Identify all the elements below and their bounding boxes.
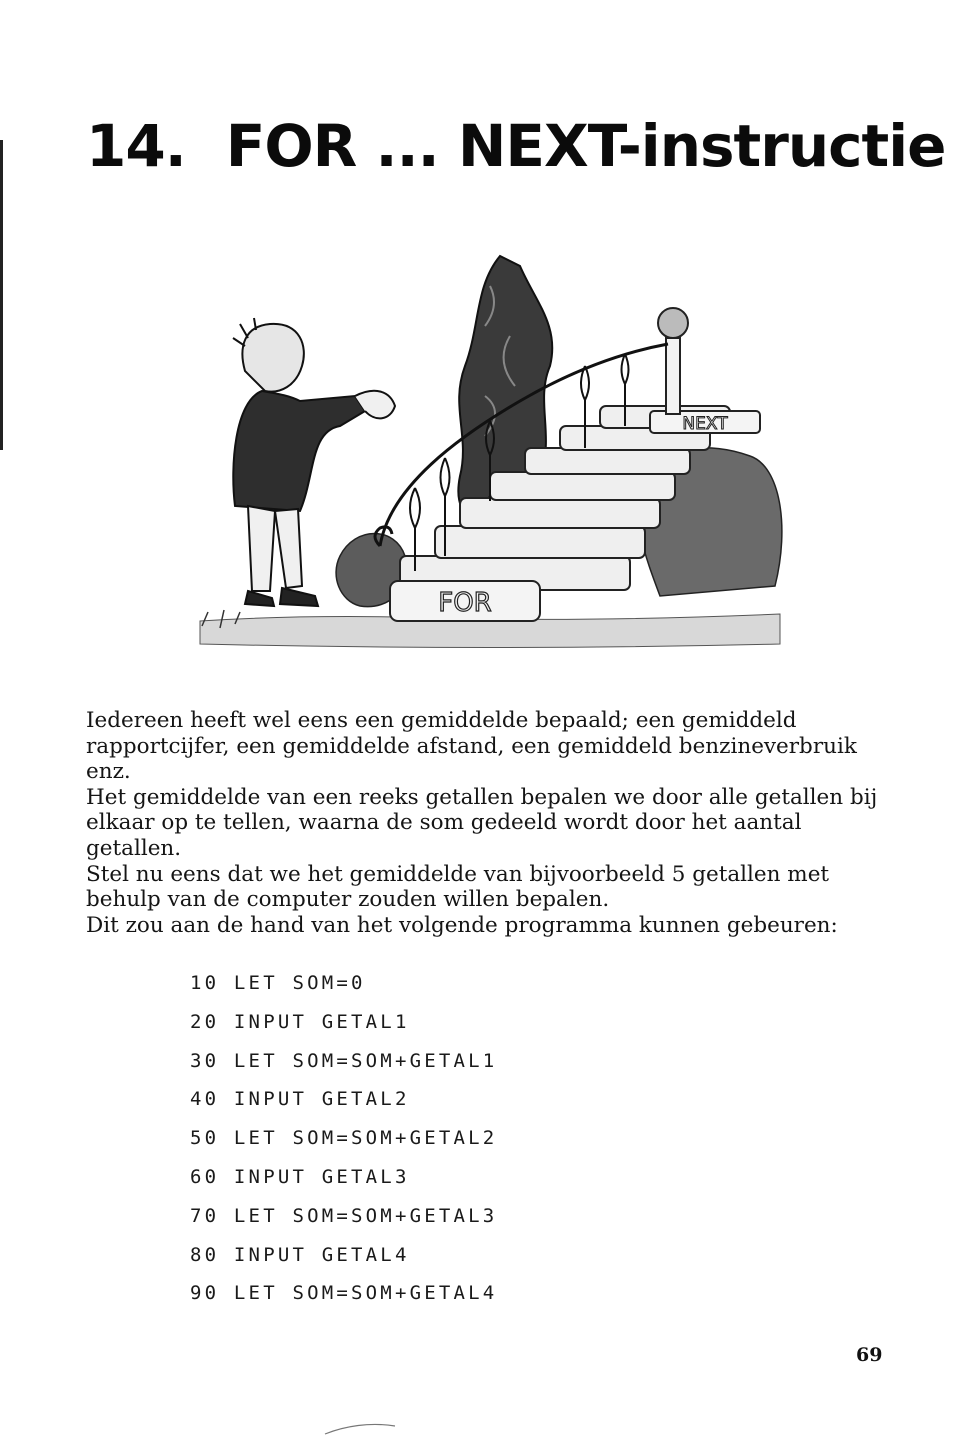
paragraph: Dit zou aan de hand van het volgende programma kunnen gebeuren:: [86, 912, 838, 938]
code-line: 70 LET SOM=SOM+GETAL3: [190, 1204, 498, 1227]
code-line: 20 INPUT GETAL1: [190, 1010, 410, 1033]
paragraph: Iedereen heeft wel eens een gemiddelde bepaald; een gemiddeld rapportcijfer, een gemiddelde afstand, een gemiddeld benzineverbruik enz.: [86, 708, 857, 785]
body-text: [86, 708, 892, 938]
code-line: 50 LET SOM=SOM+GETAL2: [190, 1127, 498, 1150]
code-line: 30 LET SOM=SOM+GETAL1: [190, 1049, 498, 1072]
page-number: 69: [856, 1344, 883, 1366]
next-sign-label: NEXT: [682, 414, 728, 434]
chapter-title: [86, 112, 945, 180]
chapter-number: 14.: [86, 112, 186, 180]
basic-program-listing: [190, 968, 497, 1317]
paragraph: Het gemiddelde van een reeks getallen bepalen we door alle getallen bij elkaar op te tellen, waarna de som gedeeld wordt door het aantal getallen.: [86, 784, 878, 861]
for-sign-label: FOR: [438, 588, 492, 618]
chapter-title-text: FOR ... NEXT-instructie: [225, 112, 946, 180]
code-line: 80 INPUT GETAL4: [190, 1243, 410, 1266]
cartoon-man-with-staircase-icon: [190, 226, 790, 656]
paragraph: Stel nu eens dat we het gemiddelde van bijvoorbeeld 5 getallen met behulp van de computer zouden willen bepalen.: [86, 861, 830, 913]
code-line: 90 LET SOM=SOM+GETAL4: [190, 1282, 498, 1305]
pencil-stroke-mark: [320, 1418, 400, 1438]
page-edge-shadow: [0, 140, 3, 450]
code-line: 60 INPUT GETAL3: [190, 1165, 410, 1188]
code-line: 40 INPUT GETAL2: [190, 1088, 410, 1111]
code-line: 10 LET SOM=0: [190, 972, 366, 994]
